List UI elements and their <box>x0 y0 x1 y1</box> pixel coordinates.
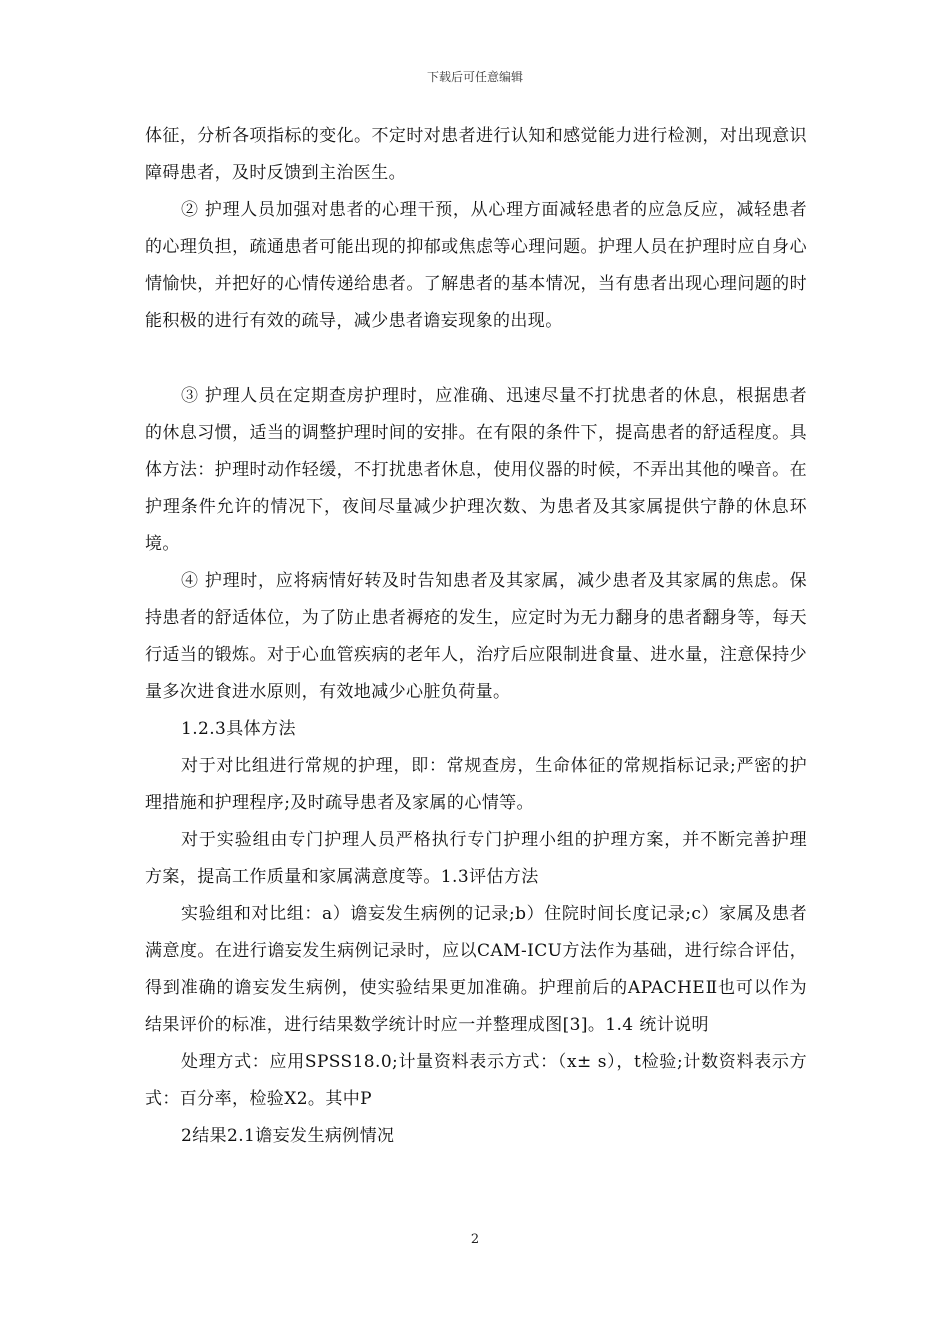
paragraph-item-3: ③ 护理人员在定期查房护理时，应准确、迅速尽量不打扰患者的休息，根据患者的休息习惯，适当的调整护理时间的安排。在有限的条件下，提高患者的舒适程度。具体方法：护理时动作轻缓，不打扰患者休息，使用仪器的时候，不弄出其他的噪音。在护理条件允许的情况下，夜间尽量减少护理次数、为患者及其家属提供宁静的休息环境。 <box>145 386 807 554</box>
paragraph-control-group: 对于对比组进行常规的护理，即：常规查房，生命体征的常规指标记录;严密的护理措施和护理程序;及时疏导患者及家属的心情等。 <box>145 756 807 813</box>
paragraph-experiment-group: 对于实验组由专门护理人员严格执行专门护理小组的护理方案，并不断完善护理方案，提高工作质量和家属满意度等。1.3评估方法 <box>145 830 807 887</box>
page-number: 2 <box>470 1232 480 1247</box>
paragraph-gap <box>145 340 807 378</box>
paragraph-item-2: ② 护理人员加强对患者的心理干预，从心理方面减轻患者的应急反应，减轻患者的心理负担，疏通患者可能出现的抑郁或焦虑等心理问题。护理人员在护理时应自身心情愉快，并把好的心情传递给患者。了解患者的基本情况，当有患者出现心理问题的时能积极的进行有效的疏导，减少患者谵妄现象的出现。 <box>145 200 807 331</box>
section-heading-results: 2结果2.1谵妄发生病例情况 <box>181 1126 395 1146</box>
section-heading-1-2-3: 1.2.3具体方法 <box>181 719 296 739</box>
page-header: 下载后可任意编辑 <box>426 70 523 84</box>
paragraph-statistics: 处理方式：应用SPSS18.0;计量资料表示方式：（x± s），t检验;计数资料表示方式：百分率，检验X2。其中P <box>145 1052 807 1109</box>
paragraph-evaluation: 实验组和对比组：a）谵妄发生病例的记录;b）住院时间长度记录;c）家属及患者满意度。在进行谵妄发生病例记录时，应以CAM-ICU方法作为基础，进行综合评估，得到准确的谵妄发生病例，使实验结果更加准确。护理前后的APACHEⅡ也可以作为结果评价的标准，进行结果数学统计时应一并整理成图[3]。1.4 统计说明 <box>145 904 807 1035</box>
paragraph-continuation: 体征，分析各项指标的变化。不定时对患者进行认知和感觉能力进行检测，对出现意识障碍患者，及时反馈到主治医生。 <box>145 126 807 183</box>
document-body <box>145 118 807 1155</box>
paragraph-item-4: ④ 护理时，应将病情好转及时告知患者及其家属，减少患者及其家属的焦虑。保持患者的舒适体位，为了防止患者褥疮的发生，应定时为无力翻身的患者翻身等，每天行适当的锻炼。对于心血管疾病的老年人，治疗后应限制进食量、进水量，注意保持少量多次进食进水原则，有效地减少心脏负荷量。 <box>145 571 807 702</box>
